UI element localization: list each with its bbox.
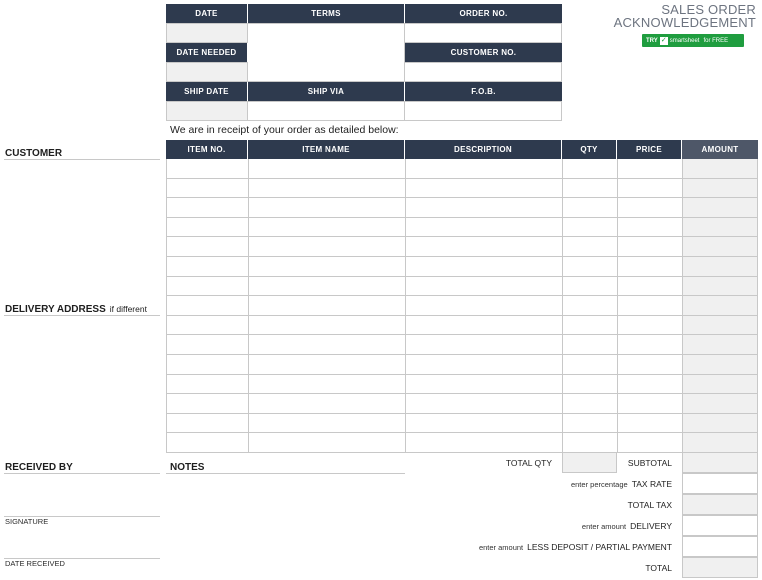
table-cell[interactable]: [166, 433, 248, 453]
table-cell[interactable]: [562, 375, 617, 395]
table-cell[interactable]: [248, 355, 405, 375]
subtotal-label: SUBTOTAL: [627, 458, 672, 468]
table-cell[interactable]: [682, 414, 758, 434]
document-title-line1: SALES ORDER: [661, 2, 756, 17]
fob-header: F.O.B.: [405, 82, 562, 101]
table-cell[interactable]: [405, 218, 562, 238]
table-cell[interactable]: [682, 218, 758, 238]
customer-label: CUSTOMER: [5, 148, 63, 159]
table-cell[interactable]: [405, 433, 562, 453]
table-cell[interactable]: [562, 433, 617, 453]
total-tax-field[interactable]: [682, 494, 758, 515]
table-row: [166, 277, 758, 297]
deposit-label: [420, 542, 672, 552]
table-cell[interactable]: [562, 355, 617, 375]
table-cell[interactable]: [617, 179, 682, 199]
total-label: TOTAL: [645, 563, 672, 573]
table-cell[interactable]: [405, 414, 562, 434]
table-row: [166, 257, 758, 277]
tax-rate-hint: enter percentage: [570, 480, 628, 489]
table-row: [166, 335, 758, 355]
table-cell[interactable]: [248, 159, 405, 179]
table-cell[interactable]: [405, 335, 562, 355]
if-different-text: if different: [109, 304, 147, 314]
table-cell[interactable]: [562, 394, 617, 414]
table-cell[interactable]: [617, 394, 682, 414]
subtotal-field[interactable]: [682, 452, 758, 473]
table-cell[interactable]: [562, 414, 617, 434]
try-smartsheet-button[interactable]: [642, 34, 744, 47]
table-cell[interactable]: [617, 375, 682, 395]
table-cell[interactable]: [405, 257, 562, 277]
table-cell[interactable]: [166, 335, 248, 355]
tax-rate-text: TAX RATE: [631, 479, 672, 489]
table-cell[interactable]: [166, 179, 248, 199]
table-cell[interactable]: [248, 218, 405, 238]
table-cell[interactable]: [617, 257, 682, 277]
table-cell[interactable]: [682, 296, 758, 316]
table-cell[interactable]: [562, 218, 617, 238]
table-cell[interactable]: [617, 237, 682, 257]
customer-no-header: CUSTOMER NO.: [405, 43, 562, 62]
table-row: [166, 394, 758, 414]
table-row: [166, 218, 758, 238]
table-cell[interactable]: [405, 316, 562, 336]
table-cell[interactable]: [248, 277, 405, 297]
table-cell[interactable]: [166, 355, 248, 375]
table-cell[interactable]: [405, 277, 562, 297]
smartsheet-check-icon: ✓: [660, 36, 667, 44]
try-label: TRY: [646, 37, 658, 44]
table-cell[interactable]: [562, 277, 617, 297]
table-cell[interactable]: [405, 296, 562, 316]
table-cell[interactable]: [682, 159, 758, 179]
table-cell[interactable]: [562, 237, 617, 257]
table-cell[interactable]: [617, 414, 682, 434]
col-price: PRICE: [617, 140, 682, 159]
table-cell[interactable]: [682, 375, 758, 395]
table-cell[interactable]: [248, 296, 405, 316]
table-cell[interactable]: [405, 159, 562, 179]
table-cell[interactable]: [682, 433, 758, 453]
total-field[interactable]: [682, 557, 758, 578]
table-cell[interactable]: [248, 394, 405, 414]
terms-field[interactable]: [247, 23, 405, 82]
table-row: [166, 433, 758, 453]
deposit-text: LESS DEPOSIT / PARTIAL PAYMENT: [527, 542, 672, 552]
delivery-address-text: DELIVERY ADDRESS: [5, 304, 106, 315]
notes-underline: [166, 473, 405, 474]
brand-label: smartsheet: [669, 37, 700, 44]
notes-label: NOTES: [170, 462, 205, 473]
table-cell[interactable]: [617, 355, 682, 375]
table-cell[interactable]: [682, 335, 758, 355]
table-cell[interactable]: [682, 277, 758, 297]
table-row: [166, 414, 758, 434]
table-cell[interactable]: [617, 277, 682, 297]
col-qty: QTY: [562, 140, 617, 159]
table-row: [166, 179, 758, 199]
delivery-field[interactable]: [682, 515, 758, 536]
table-cell[interactable]: [617, 433, 682, 453]
table-cell[interactable]: [682, 316, 758, 336]
date-needed-header: DATE NEEDED: [166, 43, 248, 62]
table-cell[interactable]: [617, 198, 682, 218]
col-item-name: ITEM NAME: [248, 140, 405, 159]
delivery-hint: enter amount: [581, 522, 627, 531]
table-cell[interactable]: [166, 375, 248, 395]
tax-rate-field[interactable]: [682, 473, 758, 494]
signature-label: SIGNATURE: [5, 517, 49, 526]
col-item-no: ITEM NO.: [166, 140, 248, 159]
table-cell[interactable]: [248, 237, 405, 257]
ship-date-header: SHIP DATE: [166, 82, 248, 101]
table-cell[interactable]: [405, 198, 562, 218]
table-cell[interactable]: [682, 237, 758, 257]
table-cell[interactable]: [248, 316, 405, 336]
table-cell[interactable]: [166, 257, 248, 277]
date-header: DATE: [166, 4, 248, 23]
table-cell[interactable]: [248, 198, 405, 218]
document-title-line2: ACKNOWLEDGEMENT: [613, 15, 756, 30]
tax-rate-label: [420, 479, 672, 489]
for-free-label: for FREE: [703, 37, 729, 44]
table-row: [166, 375, 758, 395]
table-cell[interactable]: [562, 296, 617, 316]
table-cell[interactable]: [248, 179, 405, 199]
table-cell[interactable]: [682, 394, 758, 414]
table-cell[interactable]: [166, 237, 248, 257]
date-received-label: DATE RECEIVED: [5, 559, 65, 568]
table-cell[interactable]: [166, 316, 248, 336]
table-row: [166, 355, 758, 375]
total-tax-label: TOTAL TAX: [627, 500, 672, 510]
table-cell[interactable]: [562, 257, 617, 277]
table-cell[interactable]: [248, 257, 405, 277]
table-row: [166, 159, 758, 179]
col-description: DESCRIPTION: [405, 140, 562, 159]
table-cell[interactable]: [682, 179, 758, 199]
table-cell[interactable]: [166, 414, 248, 434]
received-by-label: RECEIVED BY: [5, 462, 73, 473]
table-cell[interactable]: [166, 198, 248, 218]
table-row: [166, 316, 758, 336]
received-by-underline: [4, 473, 160, 474]
customer-no-field[interactable]: [404, 62, 562, 82]
table-cell[interactable]: [617, 159, 682, 179]
delivery-text: DELIVERY: [630, 521, 672, 531]
total-qty-label: TOTAL QTY: [505, 458, 552, 468]
customer-underline: [4, 159, 160, 160]
table-row: [166, 237, 758, 257]
table-cell[interactable]: [248, 433, 405, 453]
receipt-text: We are in receipt of your order as detailed below:: [170, 124, 399, 136]
table-cell[interactable]: [562, 335, 617, 355]
deposit-hint: enter amount: [478, 543, 524, 552]
table-cell[interactable]: [562, 198, 617, 218]
table-cell[interactable]: [617, 335, 682, 355]
table-cell[interactable]: [405, 179, 562, 199]
order-no-header: ORDER NO.: [405, 4, 562, 23]
table-cell[interactable]: [405, 394, 562, 414]
table-cell[interactable]: [166, 159, 248, 179]
table-cell[interactable]: [562, 159, 617, 179]
table-cell[interactable]: [248, 414, 405, 434]
table-cell[interactable]: [562, 179, 617, 199]
table-cell[interactable]: [617, 296, 682, 316]
table-cell[interactable]: [682, 257, 758, 277]
table-cell[interactable]: [166, 296, 248, 316]
date-needed-field[interactable]: [166, 62, 248, 82]
table-row: [166, 198, 758, 218]
table-cell[interactable]: [682, 355, 758, 375]
delivery-label: [420, 521, 672, 531]
terms-header: TERMS: [248, 4, 405, 23]
table-cell[interactable]: [166, 277, 248, 297]
table-cell[interactable]: [617, 218, 682, 238]
table-cell[interactable]: [248, 375, 405, 395]
table-row: [166, 296, 758, 316]
ship-date-field[interactable]: [166, 101, 248, 121]
deposit-field[interactable]: [682, 536, 758, 557]
col-amount: AMOUNT: [682, 140, 758, 159]
table-cell[interactable]: [166, 218, 248, 238]
order-no-field[interactable]: [404, 23, 562, 43]
fob-field[interactable]: [404, 101, 562, 121]
table-cell[interactable]: [562, 316, 617, 336]
table-cell[interactable]: [617, 316, 682, 336]
table-cell[interactable]: [166, 394, 248, 414]
table-cell[interactable]: [405, 375, 562, 395]
table-cell[interactable]: [682, 198, 758, 218]
ship-via-header: SHIP VIA: [248, 82, 405, 101]
delivery-underline: [4, 315, 160, 316]
table-cell[interactable]: [248, 335, 405, 355]
table-cell[interactable]: [405, 355, 562, 375]
date-field[interactable]: [166, 23, 248, 43]
delivery-address-label: [5, 304, 147, 315]
table-cell[interactable]: [405, 237, 562, 257]
ship-via-field[interactable]: [247, 101, 405, 121]
